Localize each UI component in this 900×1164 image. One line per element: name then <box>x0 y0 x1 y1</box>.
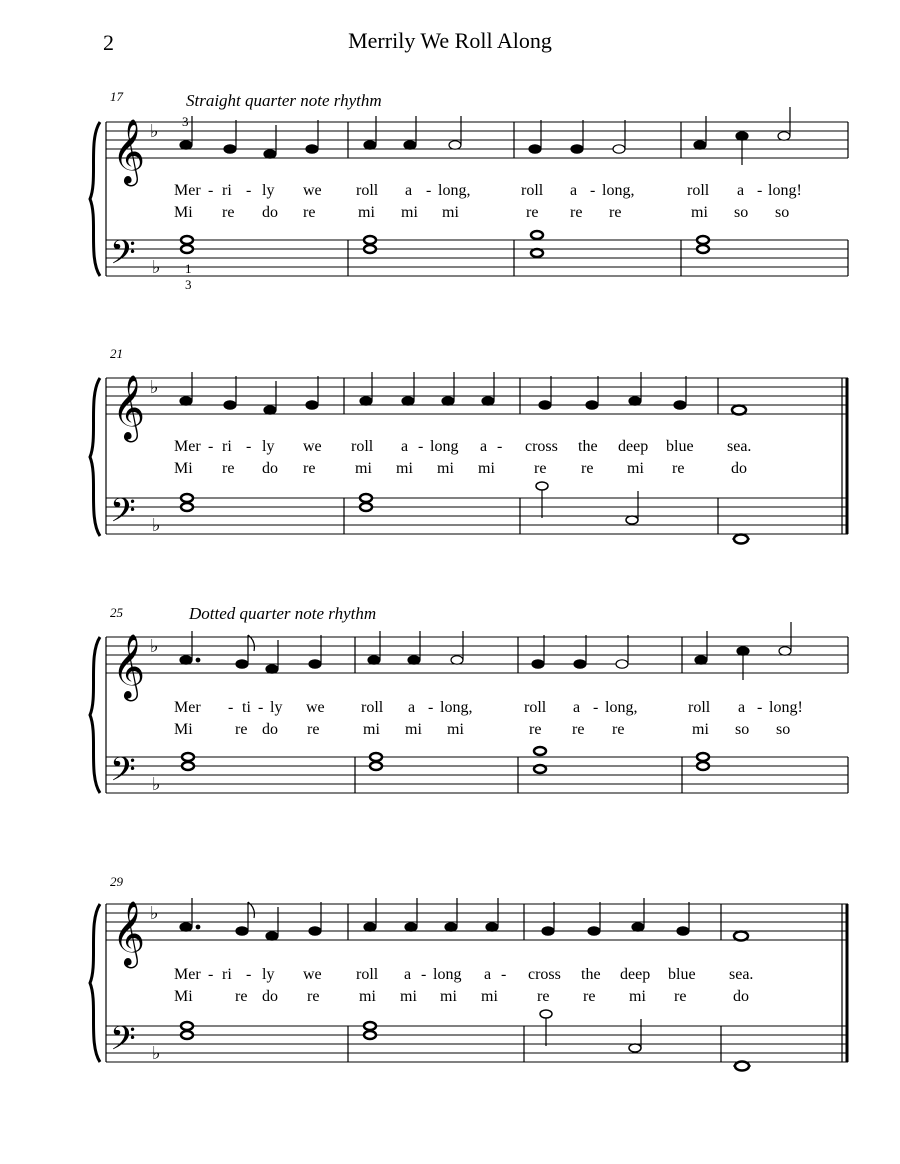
lyric-syllable: we <box>303 182 322 199</box>
solfege-syllable: mi <box>691 204 708 221</box>
lyric-syllable: roll <box>687 182 710 199</box>
solfege-syllable: re <box>612 721 625 738</box>
solfege-syllable: re <box>303 204 316 221</box>
treble-clef: 𝄞 <box>112 636 146 698</box>
solfege-syllable: so <box>776 721 791 738</box>
solfege-syllable: re <box>222 460 235 477</box>
solfege-syllable: re <box>609 204 622 221</box>
fingering: 3 <box>185 277 192 292</box>
lyric-syllable: - <box>497 438 503 455</box>
lyrics-line <box>174 182 802 199</box>
lyric-syllable: - <box>208 966 214 983</box>
lyric-syllable: - <box>757 699 763 716</box>
solfege-syllable: re <box>526 204 539 221</box>
brace <box>90 637 100 793</box>
solfege-syllable: Mi <box>174 460 193 477</box>
measure-number: 25 <box>110 605 123 620</box>
fingering: 1 <box>185 261 192 276</box>
solfege-syllable: mi <box>440 988 457 1005</box>
lyric-syllable: deep <box>618 438 649 455</box>
solfege-syllable: re <box>529 721 542 738</box>
bass-clef: 𝄢 <box>110 492 136 537</box>
bass-chords <box>181 231 709 257</box>
lyric-syllable: long <box>430 438 459 455</box>
solfege-syllable: do <box>262 460 278 477</box>
lyric-syllable: the <box>578 438 598 455</box>
key-signature-flat: ♭ <box>150 377 159 397</box>
solfege-syllable: do <box>262 204 278 221</box>
lyric-syllable: roll <box>356 966 379 983</box>
lyric-syllable: long <box>433 966 462 983</box>
solfege-syllable: re <box>583 988 596 1005</box>
lyric-syllable: Mer <box>174 699 201 716</box>
solfege-syllable: Mi <box>174 721 193 738</box>
lyric-syllable: ti <box>242 699 251 716</box>
solfege-syllable: do <box>731 460 747 477</box>
solfege-syllable: so <box>735 721 750 738</box>
brace <box>90 904 100 1062</box>
lyric-syllable: roll <box>361 699 384 716</box>
solfege-syllable: re <box>307 721 320 738</box>
lyric-syllable: - <box>208 182 214 199</box>
lyric-syllable: a <box>408 699 416 716</box>
lyric-syllable: long! <box>769 699 803 716</box>
lyric-syllable: ly <box>262 182 275 199</box>
key-signature-flat: ♭ <box>152 774 161 794</box>
lyric-syllable: - <box>421 966 427 983</box>
lyric-syllable: a <box>573 699 581 716</box>
lyric-syllable: blue <box>668 966 696 983</box>
system-3 <box>90 604 848 796</box>
key-signature-flat: ♭ <box>152 1043 161 1063</box>
solfege-syllable: Mi <box>174 988 193 1005</box>
lyric-syllable: cross <box>528 966 561 983</box>
lyric-syllable: roll <box>524 699 547 716</box>
lyrics-line <box>174 966 753 983</box>
measure-number: 17 <box>110 89 123 104</box>
solfege-syllable: mi <box>401 204 418 221</box>
solfege-syllable: mi <box>358 204 375 221</box>
solfege-syllable: so <box>734 204 749 221</box>
bass-staff <box>106 757 848 793</box>
lyric-syllable: long, <box>605 699 638 716</box>
lyric-syllable: - <box>428 699 434 716</box>
lyric-syllable: Mer <box>174 182 201 199</box>
lyric-syllable: ri <box>222 966 232 983</box>
brace <box>90 122 100 276</box>
page-title: Merrily We Roll Along <box>348 28 552 53</box>
solfege-syllable: mi <box>396 460 413 477</box>
fingering: 3 <box>182 114 189 129</box>
solfege-syllable: mi <box>400 988 417 1005</box>
brace <box>90 378 100 536</box>
key-signature-flat: ♭ <box>150 636 159 656</box>
solfege-syllable: re <box>581 460 594 477</box>
solfege-syllable: mi <box>447 721 464 738</box>
bass-chords <box>181 1010 751 1071</box>
solfege-syllable: re <box>674 988 687 1005</box>
barlines <box>106 637 848 793</box>
key-signature-flat: ♭ <box>152 515 161 535</box>
lyric-syllable: long, <box>440 699 473 716</box>
lyric-syllable: the <box>581 966 601 983</box>
lyric-syllable: a <box>405 182 413 199</box>
solfege-line <box>174 721 790 738</box>
solfege-syllable: mi <box>437 460 454 477</box>
treble-notes <box>180 622 791 680</box>
lyric-syllable: ly <box>262 438 275 455</box>
lyric-syllable: a <box>737 182 745 199</box>
solfege-syllable: re <box>307 988 320 1005</box>
solfege-syllable: do <box>262 721 278 738</box>
lyric-syllable: roll <box>688 699 711 716</box>
solfege-syllable: re <box>303 460 316 477</box>
system-4 <box>90 874 848 1071</box>
solfege-syllable: mi <box>478 460 495 477</box>
bass-clef: 𝄢 <box>110 1020 136 1065</box>
solfege-syllable: mi <box>363 721 380 738</box>
lyric-syllable: ri <box>222 182 232 199</box>
lyric-syllable: - <box>246 438 252 455</box>
lyric-syllable: - <box>501 966 507 983</box>
direction-text: Dotted quarter note rhythm <box>189 604 377 623</box>
lyric-syllable: - <box>246 182 252 199</box>
page-number: 2 <box>103 30 114 55</box>
key-signature-flat: ♭ <box>150 121 159 141</box>
solfege-syllable: re <box>572 721 585 738</box>
bass-clef: 𝄢 <box>110 751 136 796</box>
solfege-syllable: mi <box>405 721 422 738</box>
solfege-syllable: mi <box>692 721 709 738</box>
barlines <box>106 378 847 534</box>
solfege-syllable: mi <box>629 988 646 1005</box>
solfege-syllable: mi <box>627 460 644 477</box>
lyric-syllable: we <box>303 966 322 983</box>
bass-staff <box>106 240 848 276</box>
lyric-syllable: a <box>401 438 409 455</box>
solfege-syllable: mi <box>359 988 376 1005</box>
lyric-syllable: sea. <box>727 438 752 455</box>
treble-staff <box>106 637 848 673</box>
solfege-syllable: re <box>537 988 550 1005</box>
lyric-syllable: - <box>258 699 264 716</box>
solfege-syllable: mi <box>481 988 498 1005</box>
lyric-syllable: - <box>208 438 214 455</box>
lyric-syllable: - <box>426 182 432 199</box>
lyric-syllable: sea. <box>729 966 754 983</box>
lyrics-line <box>174 438 751 455</box>
lyric-syllable: - <box>590 182 596 199</box>
bass-chords <box>182 747 709 773</box>
lyric-syllable: - <box>418 438 424 455</box>
lyric-syllable: deep <box>620 966 651 983</box>
solfege-line <box>174 988 749 1005</box>
key-signature-flat: ♭ <box>150 903 159 923</box>
solfege-syllable: re <box>534 460 547 477</box>
direction-text: Straight quarter note rhythm <box>186 91 382 110</box>
lyric-syllable: Mer <box>174 438 201 455</box>
lyric-syllable: a <box>480 438 488 455</box>
treble-clef: 𝄞 <box>112 903 146 965</box>
lyric-syllable: ly <box>270 699 283 716</box>
bass-staff <box>106 498 848 534</box>
lyric-syllable: ly <box>262 966 275 983</box>
measure-number: 21 <box>110 346 123 361</box>
barlines <box>106 122 848 276</box>
lyric-syllable: roll <box>351 438 374 455</box>
system-2 <box>90 346 848 544</box>
solfege-syllable: re <box>235 988 248 1005</box>
lyric-syllable: - <box>593 699 599 716</box>
solfege-line <box>174 460 747 477</box>
solfege-syllable: re <box>222 204 235 221</box>
solfege-syllable: Mi <box>174 204 193 221</box>
lyric-syllable: - <box>246 966 252 983</box>
key-signature-flat: ♭ <box>152 257 161 277</box>
lyric-syllable: Mer <box>174 966 201 983</box>
lyric-syllable: roll <box>521 182 544 199</box>
bass-staff <box>106 1026 848 1062</box>
solfege-syllable: so <box>775 204 790 221</box>
treble-clef: 𝄞 <box>112 377 146 439</box>
barlines <box>106 904 847 1062</box>
treble-notes <box>180 107 790 165</box>
treble-clef: 𝄞 <box>112 121 146 183</box>
lyric-syllable: a <box>570 182 578 199</box>
lyric-syllable: we <box>303 438 322 455</box>
lyric-syllable: a <box>738 699 746 716</box>
lyric-syllable: long! <box>768 182 802 199</box>
lyric-syllable: long, <box>438 182 471 199</box>
lyric-syllable: blue <box>666 438 694 455</box>
treble-staff <box>106 122 848 158</box>
solfege-syllable: mi <box>442 204 459 221</box>
lyric-syllable: ri <box>222 438 232 455</box>
lyric-syllable: a <box>484 966 492 983</box>
solfege-syllable: re <box>672 460 685 477</box>
measure-number: 29 <box>110 874 123 889</box>
lyric-syllable: - <box>757 182 763 199</box>
lyric-syllable: cross <box>525 438 558 455</box>
system-1 <box>90 89 848 292</box>
lyrics-line <box>174 699 803 716</box>
solfege-syllable: do <box>262 988 278 1005</box>
solfege-line <box>174 204 789 221</box>
lyric-syllable: roll <box>356 182 379 199</box>
solfege-syllable: re <box>570 204 583 221</box>
lyric-syllable: long, <box>602 182 635 199</box>
solfege-syllable: do <box>733 988 749 1005</box>
lyric-syllable: we <box>306 699 325 716</box>
bass-clef: 𝄢 <box>110 234 136 279</box>
lyric-syllable: a <box>404 966 412 983</box>
lyric-syllable: - <box>228 699 234 716</box>
solfege-syllable: mi <box>355 460 372 477</box>
solfege-syllable: re <box>235 721 248 738</box>
